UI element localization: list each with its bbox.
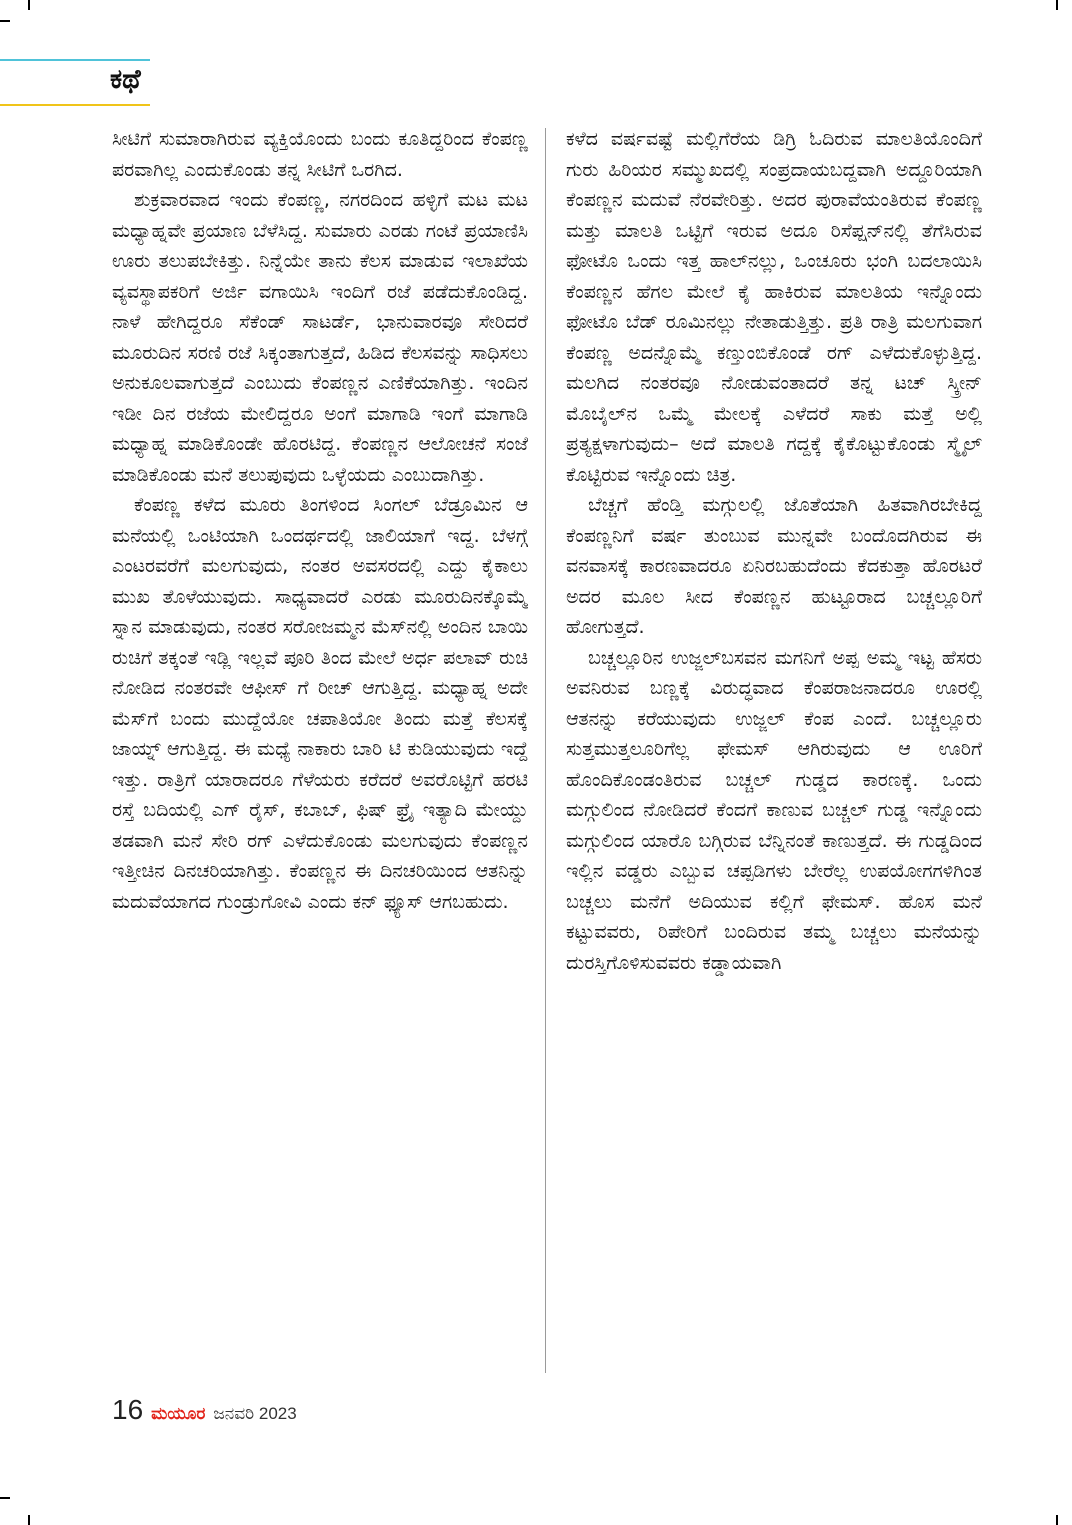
page-footer bbox=[112, 1394, 297, 1430]
article-column-left bbox=[112, 124, 528, 1382]
paragraph: ಬೆಚ್ಚಗೆ ಹೆಂಡ್ತಿ ಮಗ್ಗುಲಲ್ಲಿ ಜೊತೆಯಾಗಿ ಹಿತವಾಗಿರಬೇಕಿದ್ದ ಕೆಂಪಣ್ಣನಿಗೆ ವರ್ಷ ತುಂಬುವ ಮುನ್ನವೇ ಬಂದೊದಗಿರುವ ಈ ವನವಾಸಕ್ಕೆ ಕಾರಣವಾದರೂ ಏನಿರಬಹುದೆಂದು ಕೆದಕುತ್ತಾ ಹೊರಟರೆ ಅದರ ಮೂಲ ಸೀದ ಕೆಂಪಣ್ಣನ ಹುಟ್ಟೂರಾದ ಬಚ್ಚಲ್ಲೂರಿಗೆ ಹೋಗುತ್ತದೆ. bbox=[566, 494, 982, 638]
crop-mark bbox=[0, 1497, 10, 1499]
page-number: 16 bbox=[112, 1394, 144, 1425]
paragraph: ಕೆಂಪಣ್ಣ ಕಳೆದ ಮೂರು ತಿಂಗಳಿಂದ ಸಿಂಗಲ್ ಬೆಡ್ರೂಮಿನ ಆ ಮನೆಯಲ್ಲಿ ಒಂಟಿಯಾಗಿ ಒಂದರ್ಥದಲ್ಲಿ ಜಾಲಿಯಾಗೆ ಇದ್ದ. ಬೆಳಗ್ಗೆ ಎಂಟರವರೆಗೆ ಮಲಗುವುದು, ನಂತರ ಅವಸರದಲ್ಲಿ ಎದ್ದು ಕೈಕಾಲು ಮುಖ ತೊಳೆಯುವುದು. ಸಾಧ್ಯವಾದರೆ ಎರಡು ಮೂರುದಿನಕ್ಕೊಮ್ಮೆ ಸ್ನಾನ ಮಾಡುವುದು, ನಂತರ ಸರೋಜಮ್ಮನ ಮೆಸ್‌ನಲ್ಲಿ ಅಂದಿನ ಬಾಯಿ ರುಚಿಗೆ ತಕ್ಕಂತೆ ಇಡ್ಲಿ ಇಲ್ಲವೆ ಪೂರಿ ತಿಂದ ಮೇಲೆ ಅರ್ಧ ಪಲಾವ್ ರುಚಿ ನೋಡಿದ ನಂತರವೇ ಆಫೀಸ್ ಗೆ ರೀಚ್ ಆಗುತ್ತಿದ್ದ. ಮಧ್ಯಾಹ್ನ ಅದೇ ಮೆಸ್‌ಗೆ ಬಂದು ಮುದ್ದೆಯೋ ಚಪಾತಿಯೋ ತಿಂದು ಮತ್ತೆ ಕೆಲಸಕ್ಕೆ ಜಾಯ್ನ್ ಆಗುತ್ತಿದ್ದ. ಈ ಮಧ್ಯೆ ನಾಕಾರು ಬಾರಿ ಟಿ ಕುಡಿಯುವುದು ಇದ್ದೆ ಇತ್ತು. ರಾತ್ರಿಗೆ ಯಾರಾದರೂ ಗೆಳೆಯರು ಕರೆದರೆ ಅವರೊಟ್ಟಿಗೆ ಹರಟಿ ರಸ್ತೆ ಬದಿಯಲ್ಲಿ ಎಗ್ ರೈಸ್, ಕಬಾಬ್, ಫಿಷ್ ಫ್ರೈ ಇತ್ಯಾದಿ ಮೇಯ್ದು ತಡವಾಗಿ ಮನೆ ಸೇರಿ ರಗ್ ಎಳೆದುಕೊಂಡು ಮಲಗುವುದು ಕೆಂಪಣ್ಣನ ಇತ್ತೀಚಿನ ದಿನಚರಿಯಾಗಿತ್ತು. ಕೆಂಪಣ್ಣನ ಈ ದಿನಚರಿಯಿಂದ ಆತನಿನ್ನು ಮದುವೆಯಾಗದ ಗುಂಡ್ರುಗೋವಿ ಎಂದು ಕನ್ ಫ್ಯೂಸ್ ಆಗಬಹುದು. bbox=[112, 494, 528, 913]
paragraph: ಶುಕ್ರವಾರವಾದ ಇಂದು ಕೆಂಪಣ್ಣ, ನಗರದಿಂದ ಹಳ್ಳಿಗೆ ಮಟ ಮಟ ಮಧ್ಯಾಹ್ನವೇ ಪ್ರಯಾಣ ಬೆಳೆಸಿದ್ದ. ಸುಮಾರು ಎರಡು ಗಂಟೆ ಪ್ರಯಾಣಿಸಿ ಊರು ತಲುಪಬೇಕಿತ್ತು. ನಿನ್ನೆಯೇ ತಾನು ಕೆಲಸ ಮಾಡುವ ಇಲಾಖೆಯ ವ್ಯವಸ್ಥಾಪಕರಿಗೆ ಅರ್ಜಿ ವಗಾಯಿಸಿ ಇಂದಿಗೆ ರಜೆ ಪಡೆದುಕೊಂಡಿದ್ದ. ನಾಳೆ ಹೇಗಿದ್ದರೂ ಸೆಕೆಂಡ್ ಸಾಟರ್ಡೆ, ಭಾನುವಾರವೂ ಸೇರಿದರೆ ಮೂರುದಿನ ಸರಣಿ ರಜೆ ಸಿಕ್ಕಂತಾಗುತ್ತದೆ, ಹಿಡಿದ ಕೆಲಸವನ್ನು ಸಾಧಿಸಲು ಅನುಕೂಲವಾಗುತ್ತದೆ ಎಂಬುದು ಕೆಂಪಣ್ಣನ ಎಣಿಕೆಯಾಗಿತ್ತು. ಇಂದಿನ ಇಡೀ ದಿನ ರಜೆಯ ಮೇಲಿದ್ದರೂ ಅಂಗೆ ಮಾಗಾಡಿ ಇಂಗೆ ಮಾಗಾಡಿ ಮಧ್ಯಾಹ್ನ ಮಾಡಿಕೊಂಡೇ ಹೊರಟಿದ್ದ. ಕೆಂಪಣ್ಣನ ಆಲೋಚನೆ ಸಂಜೆ ಮಾಡಿಕೊಂಡು ಮನೆ ತಲುಪುವುದು ಒಳ್ಳೆಯದು ಎಂಬುದಾಗಿತ್ತು. bbox=[112, 189, 528, 486]
crop-mark bbox=[28, 0, 30, 10]
paragraph: ಸೀಟಿಗೆ ಸುಮಾರಾಗಿರುವ ವ್ಯಕ್ತಿಯೊಂದು ಬಂದು ಕೂತಿದ್ದರಿಂದ ಕೆಂಪಣ್ಣ ಪರವಾಗಿಲ್ಲ ಎಂದುಕೊಂಡು ತನ್ನ ಸೀಟಿಗೆ ಒರಗಿದ. bbox=[112, 128, 528, 181]
crop-mark bbox=[28, 1515, 30, 1525]
section-title: ಕಥೆ bbox=[110, 64, 141, 95]
paragraph: ಕಳೆದ ವರ್ಷವಷ್ಟೆ ಮಲ್ಲಿಗೆರೆಯ ಡಿಗ್ರಿ ಓದಿರುವ ಮಾಲತಿಯೊಂದಿಗೆ ಗುರು ಹಿರಿಯರ ಸಮ್ಮುಖದಲ್ಲಿ ಸಂಪ್ರದಾಯಬದ್ದವಾಗಿ ಅದ್ದೂರಿಯಾಗಿ ಕೆಂಪಣ್ಣನ ಮದುವೆ ನೆರವೇರಿತ್ತು. ಅದರ ಪುರಾವೆಯಂತಿರುವ ಕೆಂಪಣ್ಣ ಮತ್ತು ಮಾಲತಿ ಒಟ್ಟಿಗೆ ಇರುವ ಅದೂ ರಿಸೆಪ್ಷನ್‌ನಲ್ಲಿ ತೆಗೆಸಿರುವ ಫೋಟೊ ಒಂದು ಇತ್ತ ಹಾಲ್‌ನಲ್ಲು, ಒಂಚೂರು ಭಂಗಿ ಬದಲಾಯಿಸಿ ಕೆಂಪಣ್ಣನ ಹೆಗಲ ಮೇಲೆ ಕೈ ಹಾಕಿರುವ ಮಾಲತಿಯ ಇನ್ನೊಂದು ಫೋಟೊ ಬೆಡ್ ರೂಮಿನಲ್ಲು ನೇತಾಡುತ್ತಿತ್ತು. ಪ್ರತಿ ರಾತ್ರಿ ಮಲಗುವಾಗ ಕೆಂಪಣ್ಣ ಅದನ್ನೊಮ್ಮೆ ಕಣ್ತುಂಬಿಕೊಂಡೆ ರಗ್ ಎಳೆದುಕೊಳ್ಳುತ್ತಿದ್ದ. ಮಲಗಿದ ನಂತರವೂ ನೋಡುವಂತಾದರೆ ತನ್ನ ಟಚ್ ಸ್ಕ್ರೀನ್ ಮೊಬೈಲ್‌ನ ಒಮ್ಮೆ ಮೇಲಕ್ಕೆ ಎಳೆದರೆ ಸಾಕು ಮತ್ತೆ ಅಲ್ಲಿ ಪ್ರತ್ಯಕ್ಷಳಾಗುವುದು– ಅದೆ ಮಾಲತಿ ಗದ್ದಕ್ಕೆ ಕೈಕೊಟ್ಟುಕೊಂಡು ಸ್ಮೈಲ್ ಕೊಟ್ಟಿರುವ ಇನ್ನೊಂದು ಚಿತ್ರ. bbox=[566, 128, 982, 486]
section-rule-bottom bbox=[0, 104, 150, 106]
crop-mark bbox=[1056, 0, 1058, 10]
issue-date: ಜನವರಿ 2023 bbox=[213, 1404, 297, 1423]
crop-mark bbox=[1056, 1515, 1058, 1525]
crop-mark bbox=[0, 20, 10, 22]
article-column-right bbox=[566, 124, 982, 1382]
magazine-logo: ಮಯೂರ bbox=[151, 1404, 206, 1424]
section-rule-top bbox=[0, 59, 150, 61]
column-divider bbox=[545, 128, 546, 1373]
paragraph: ಬಚ್ಚಲ್ಲೂರಿನ ಉಜ್ಜಲ್‌ಬಸವನ ಮಗನಿಗೆ ಅಪ್ಪ ಅಮ್ಮ ಇಟ್ಟ ಹೆಸರು ಅವನಿರುವ ಬಣ್ಣಕ್ಕೆ ವಿರುದ್ಧವಾದ ಕೆಂಪರಾಜನಾದರೂ ಊರಲ್ಲಿ ಆತನನ್ನು ಕರೆಯುವುದು ಉಜ್ಜಲ್ ಕೆಂಪ ಎಂದೆ. ಬಚ್ಚಲ್ಲೂರು ಸುತ್ತಮುತ್ತಲೂರಿಗೆಲ್ಲ ಫೇಮಸ್ ಆಗಿರುವುದು ಆ ಊರಿಗೆ ಹೊಂದಿಕೊಂಡಂತಿರುವ ಬಚ್ಚಲ್ ಗುಡ್ಡದ ಕಾರಣಕ್ಕೆ. ಒಂದು ಮಗ್ಗುಲಿಂದ ನೋಡಿದರೆ ಕೆಂದಗೆ ಕಾಣುವ ಬಚ್ಚಲ್ ಗುಡ್ಡ ಇನ್ನೊಂದು ಮಗ್ಗುಲಿಂದ ಯಾರೊ ಬಗ್ಗಿರುವ ಬೆನ್ನಿನಂತೆ ಕಾಣುತ್ತದೆ. ಈ ಗುಡ್ಡದಿಂದ ಇಲ್ಲಿನ ವಡ್ಡರು ಎಬ್ಬುವ ಚಪ್ಪಡಿಗಳು ಬೇರೆಲ್ಲ ಉಪಯೋಗಗಳಿಗಿಂತ ಬಚ್ಚಲು ಮನೆಗೆ ಅದಿಯುವ ಕಲ್ಲಿಗೆ ಫೇಮಸ್. ಹೊಸ ಮನೆ ಕಟ್ಟುವವರು, ರಿಪೇರಿಗೆ ಬಂದಿರುವ ತಮ್ಮ ಬಚ್ಚಲು ಮನೆಯನ್ನು ದುರಸ್ತಿಗೊಳಿಸುವವರು ಕಡ್ಡಾಯವಾಗಿ bbox=[566, 646, 982, 974]
